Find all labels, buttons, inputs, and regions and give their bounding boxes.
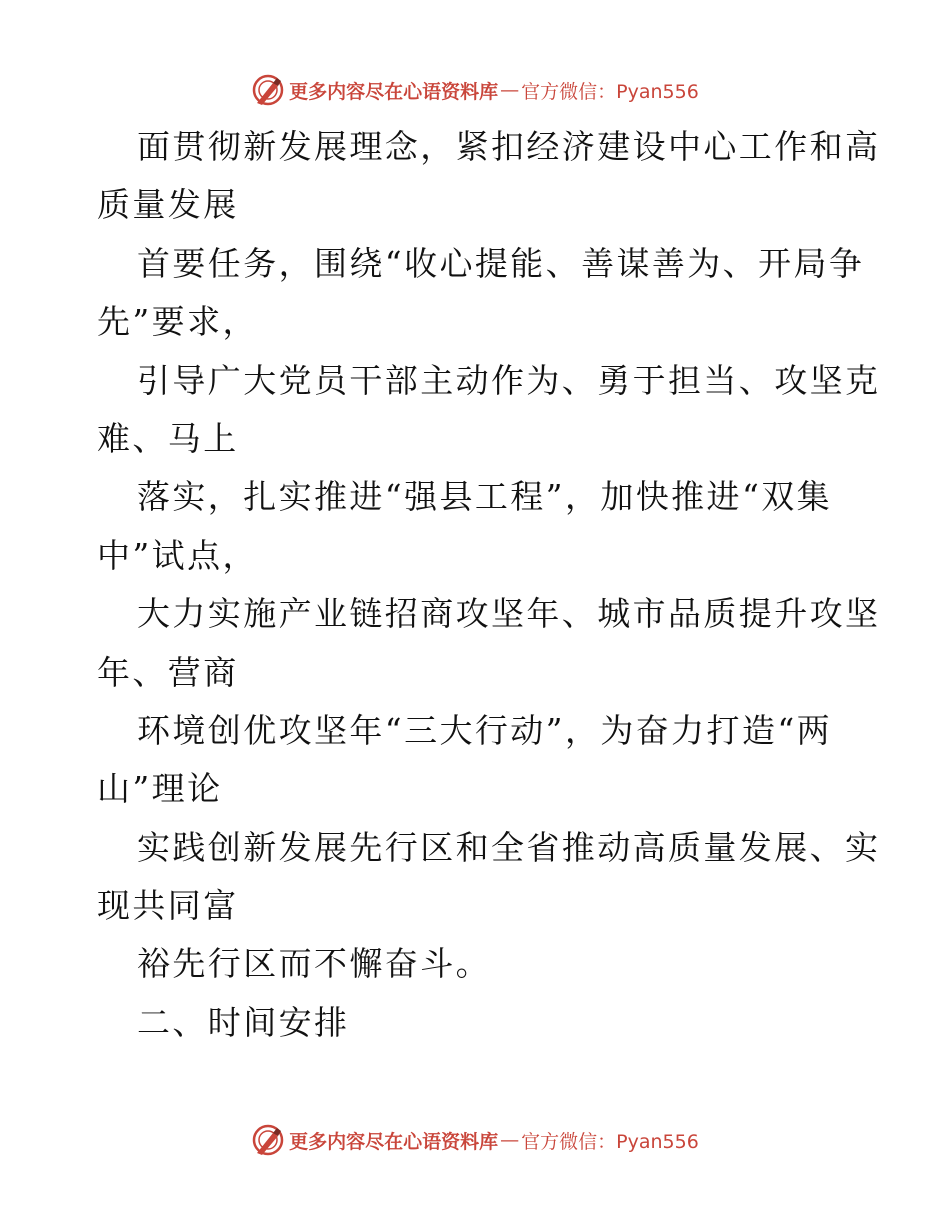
body-line: 山”理论 (97, 769, 223, 809)
body-line: 实践创新发展先行区和全省推动高质量发展、实 (137, 827, 881, 867)
body-line: 大力实施产业链招商攻坚年、城市品质提升攻坚 (137, 594, 881, 634)
footer-watermark-wechat: 官方微信：Pyan556 (521, 1130, 699, 1153)
header-watermark (0, 70, 950, 110)
body-line: 难、马上 (97, 418, 239, 458)
footer-watermark-dash: — (500, 1129, 520, 1151)
body-line: 先”要求， (97, 302, 258, 342)
header-watermark-dash: — (500, 79, 520, 101)
body-line: 年、营商 (97, 652, 239, 692)
header-watermark-wechat: 官方微信：Pyan556 (521, 80, 699, 103)
body-line: 裕先行区而不懈奋斗。 (137, 944, 491, 984)
body-line: 落实，扎实推进“强县工程”，加快推进“双集 (137, 477, 833, 517)
body-line: 现共同富 (97, 886, 239, 926)
body-line: 环境创优攻坚年“三大行动”，为奋力打造“两 (137, 710, 833, 750)
body-line: 首要任务，围绕“收心提能、善谋善为、开局争 (137, 243, 865, 283)
pen-circle-logo-icon (251, 73, 285, 107)
document-body (97, 118, 881, 1052)
section-heading: 二、时间安排 (137, 1002, 350, 1042)
footer-watermark (0, 1120, 950, 1160)
body-line: 面贯彻新发展理念，紧扣经济建设中心工作和高 (137, 127, 881, 166)
body-line: 引导广大党员干部主动作为、勇于担当、攻坚克 (137, 360, 881, 400)
pen-circle-logo-icon (251, 1123, 285, 1157)
footer-watermark-title: 更多内容尽在心语资料库 (289, 1130, 499, 1153)
body-line: 中”试点， (97, 535, 258, 575)
header-watermark-title: 更多内容尽在心语资料库 (289, 80, 499, 103)
body-line: 质量发展 (97, 185, 239, 225)
